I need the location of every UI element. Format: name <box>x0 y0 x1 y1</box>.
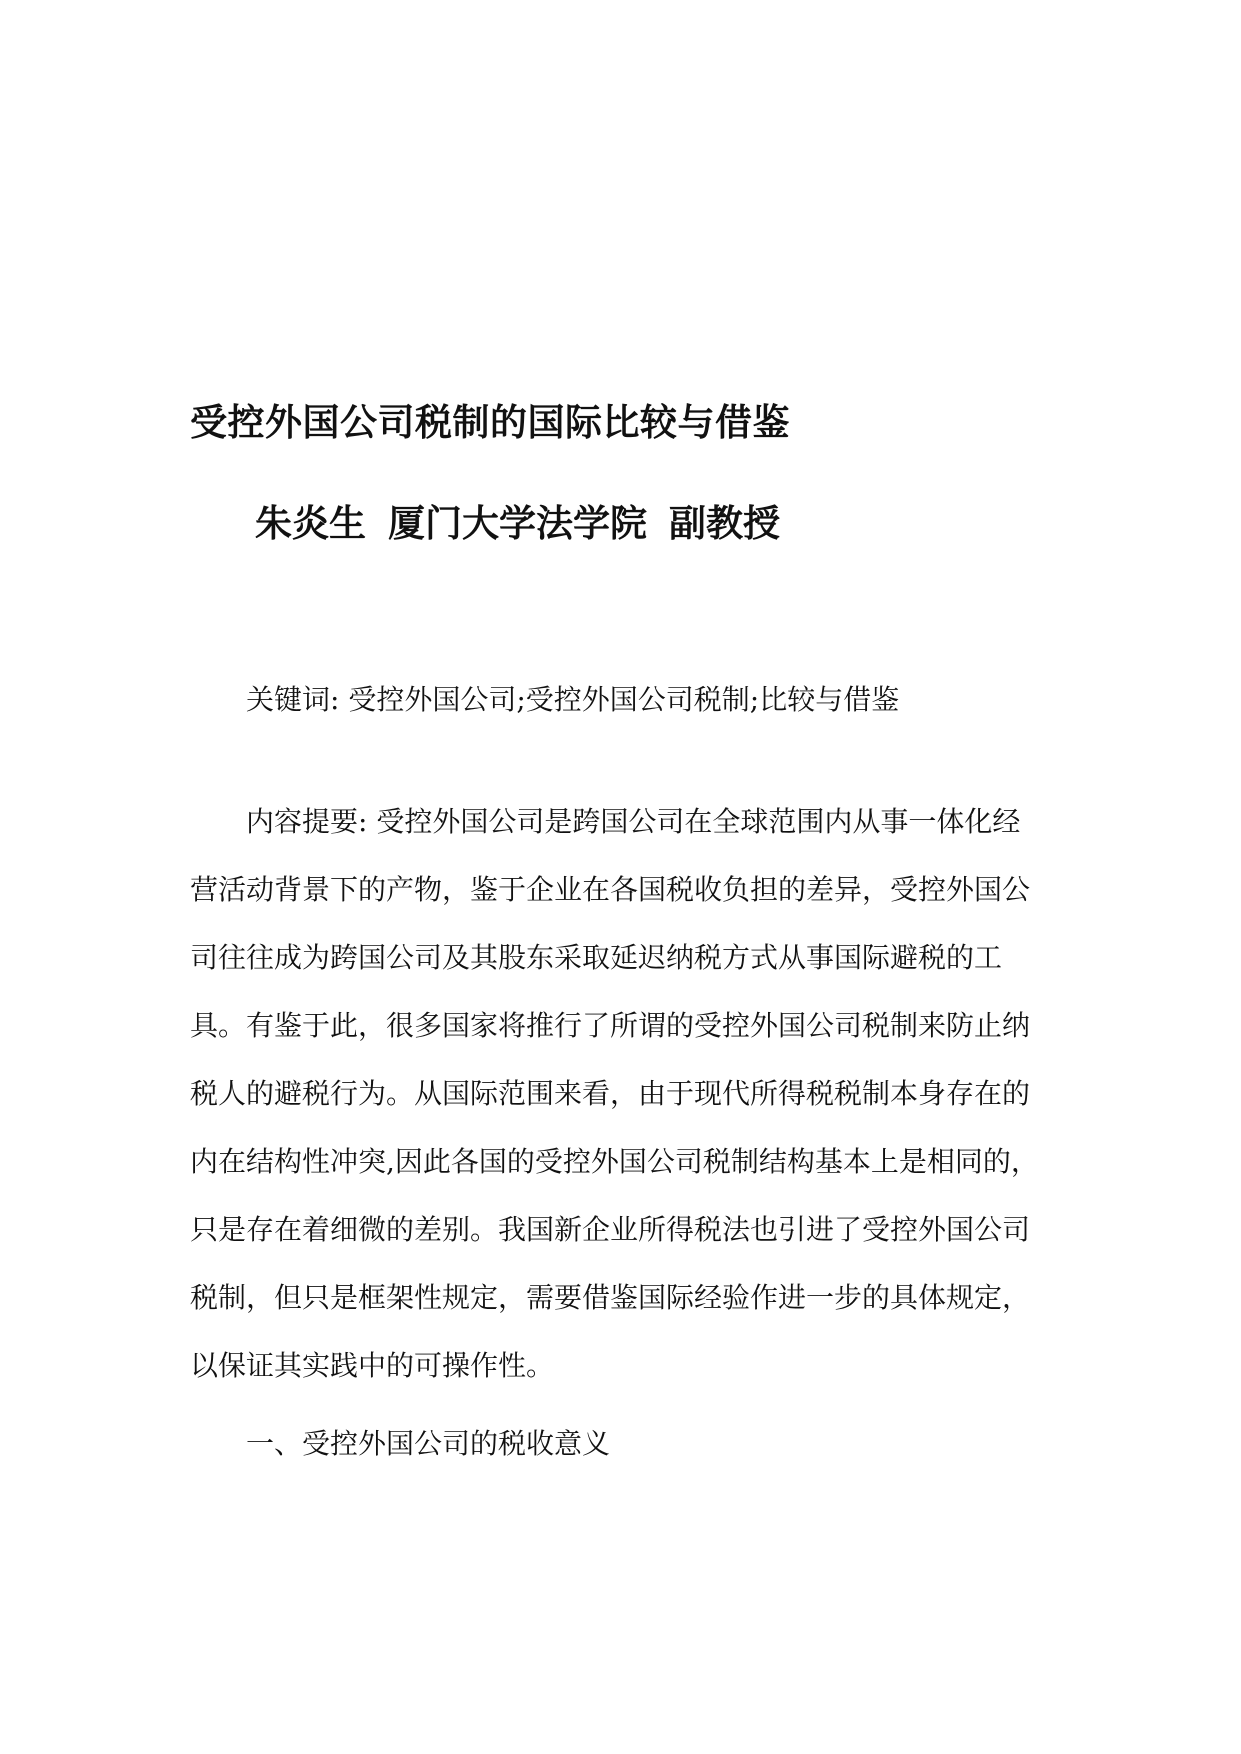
author-affiliation: 厦门大学法学院 <box>388 501 647 545</box>
abstract-paragraph <box>190 802 1050 1414</box>
document-title: 受控外国公司税制的国际比较与借鉴 <box>190 400 790 444</box>
keywords-line: 关键词: 受控外国公司;受控外国公司税制;比较与借鉴 <box>246 683 900 716</box>
abstract-line: 内容提要: 受控外国公司是跨国公司在全球范围内从事一体化经 <box>246 805 1021 838</box>
section-heading: 一、受控外国公司的税收意义 <box>246 1427 611 1460</box>
author-name: 朱炎生 <box>255 501 366 545</box>
author-byline <box>255 493 780 547</box>
abstract-line: 税制，但只是框架性规定，需要借鉴国际经验作进一步的具体规定， <box>190 1281 1031 1314</box>
abstract-line: 内在结构性冲突,因此各国的受控外国公司税制结构基本上是相同的， <box>190 1145 1039 1178</box>
abstract-line: 税人的避税行为。从国际范围来看，由于现代所得税税制本身存在的 <box>190 1077 1031 1110</box>
author-position: 副教授 <box>669 501 780 545</box>
abstract-line: 具。有鉴于此，很多国家将推行了所谓的受控外国公司税制来防止纳 <box>190 1009 1031 1042</box>
abstract-line: 只是存在着细微的差别。我国新企业所得税法也引进了受控外国公司 <box>190 1213 1031 1246</box>
abstract-line: 司往往成为跨国公司及其股东采取延迟纳税方式从事国际避税的工 <box>190 941 1003 974</box>
abstract-line: 营活动背景下的产物，鉴于企业在各国税收负担的差异，受控外国公 <box>190 873 1031 906</box>
abstract-line: 以保证其实践中的可操作性。 <box>190 1349 555 1382</box>
